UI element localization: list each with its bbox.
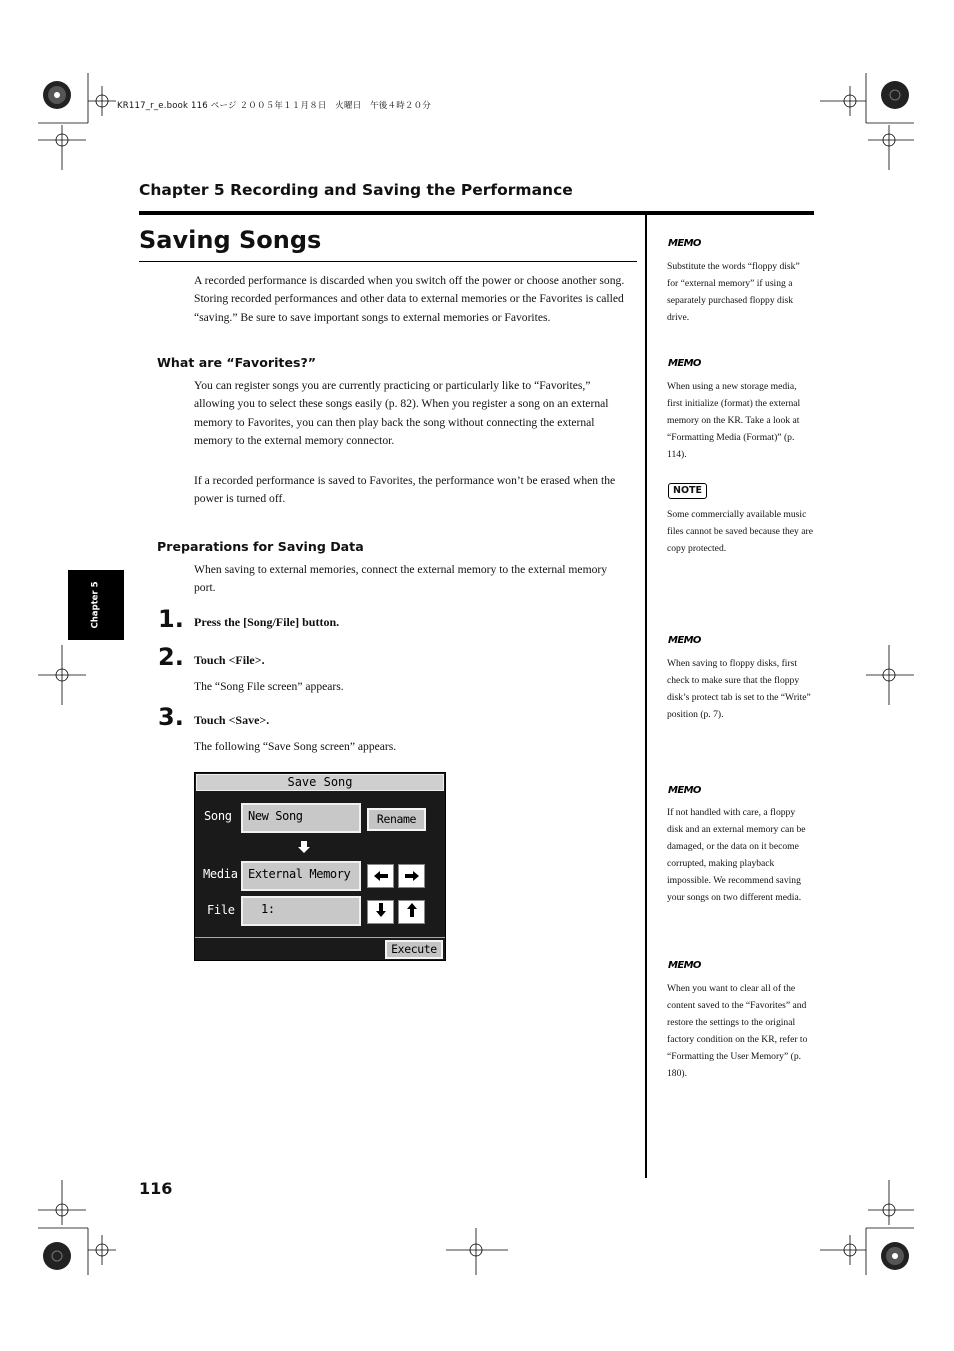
step-1-text: Press the [Song/File] button. xyxy=(194,615,340,629)
favorites-paragraph-1: You can register songs you are currently practicing or particularly like to “Favorites,” allowing you to select these songs easily (p. 82). When you register a song on an external memory to Favorites, you can then play back the song without connecting the external memory to the external memory connector. xyxy=(194,379,609,448)
media-label: Media xyxy=(203,867,238,881)
media-field[interactable]: External Memory xyxy=(241,861,361,891)
memo-icon: MEMO xyxy=(668,358,701,369)
column-divider xyxy=(645,215,647,1178)
sidebar-note-1: Substitute the words “floppy disk” for “external memory” if using a separately purchased floppy disk drive. xyxy=(667,261,800,323)
step-2-number: 2. xyxy=(158,643,184,671)
sidebar-note-6: When you want to clear all of the content saved to the “Favorites” and restore the settings to the original factory condition on the KR, refer to “Formatting the User Memory” (p. 180). xyxy=(667,983,808,1079)
memo-icon: MEMO xyxy=(668,635,701,646)
file-number-field[interactable]: 1: xyxy=(241,896,361,926)
step-3-note: The following “Save Song screen” appears. xyxy=(194,740,397,753)
chapter-rule xyxy=(139,211,814,215)
file-down-button[interactable] xyxy=(367,900,394,924)
right-arrow-icon xyxy=(404,867,420,886)
favorites-paragraph-2: If a recorded performance is saved to Favorites, the performance won’t be erased when the power is turned off. xyxy=(194,474,616,506)
step-2-text: Touch <File>. xyxy=(194,653,265,667)
song-name-field[interactable]: New Song xyxy=(241,803,361,833)
screen-footer-divider xyxy=(195,937,445,938)
preparations-paragraph: When saving to external memories, connect the external memory to the external memory port. xyxy=(194,563,608,595)
song-label: Song xyxy=(204,809,232,823)
chapter-header: Chapter 5 Recording and Saving the Performance xyxy=(139,181,573,199)
memo-icon: MEMO xyxy=(668,238,701,249)
favorites-heading: What are “Favorites?” xyxy=(157,355,317,370)
print-header: KR117_r_e.book 116 ページ ２００５年１１月８日 火曜日 午後４時２０分 xyxy=(117,101,432,111)
sidebar-note-5: If not handled with care, a floppy disk and an external memory can be damaged, or the data on it become corrupted, making playback impossible. We recommend saving your songs on two different media. xyxy=(667,807,806,903)
sidebar-note-4: When saving to floppy disks, first check to make sure that the floppy disk’s protect tab is set to the “Write” position (p. 7). xyxy=(667,658,811,720)
step-1-number: 1. xyxy=(158,605,184,633)
memo-icon: MEMO xyxy=(668,785,701,796)
save-song-screen xyxy=(194,772,446,961)
media-next-button[interactable] xyxy=(398,864,425,888)
step-3-number: 3. xyxy=(158,703,184,731)
screen-title: Save Song xyxy=(287,775,353,789)
step-2-note: The “Song File screen” appears. xyxy=(194,680,344,693)
screen-title-bar xyxy=(196,774,444,791)
title-rule xyxy=(139,261,637,262)
page-title: Saving Songs xyxy=(139,226,322,254)
chapter-side-tab-label: Chapter 5 xyxy=(90,581,101,629)
note-icon: NOTE xyxy=(668,483,707,499)
page-number: 116 xyxy=(139,1179,173,1198)
left-arrow-icon xyxy=(373,867,389,886)
intro-paragraph: A recorded performance is discarded when you switch off the power or choose another song. Storing recorded performances and other data to external memories or the Favorites is called “saving.” Be sure to save important songs to external memories or Favorites. xyxy=(194,274,625,324)
up-arrow-icon xyxy=(406,902,418,922)
file-up-button[interactable] xyxy=(398,900,425,924)
preparations-heading: Preparations for Saving Data xyxy=(157,539,364,554)
down-arrow-icon xyxy=(375,902,387,922)
down-arrow-icon xyxy=(297,839,311,858)
rename-button[interactable]: Rename xyxy=(367,808,426,831)
media-prev-button[interactable] xyxy=(367,864,394,888)
sidebar-note-3: Some commercially available music files cannot be saved because they are copy protected. xyxy=(667,509,813,554)
file-label: File xyxy=(207,903,235,917)
execute-button[interactable]: Execute xyxy=(385,940,443,959)
sidebar-note-2: When using a new storage media, first initialize (format) the external memory on the KR. Take a look at “Formatting Media (Format)” (p. 114). xyxy=(667,381,801,460)
memo-icon: MEMO xyxy=(668,960,701,971)
step-3-text: Touch <Save>. xyxy=(194,713,270,727)
